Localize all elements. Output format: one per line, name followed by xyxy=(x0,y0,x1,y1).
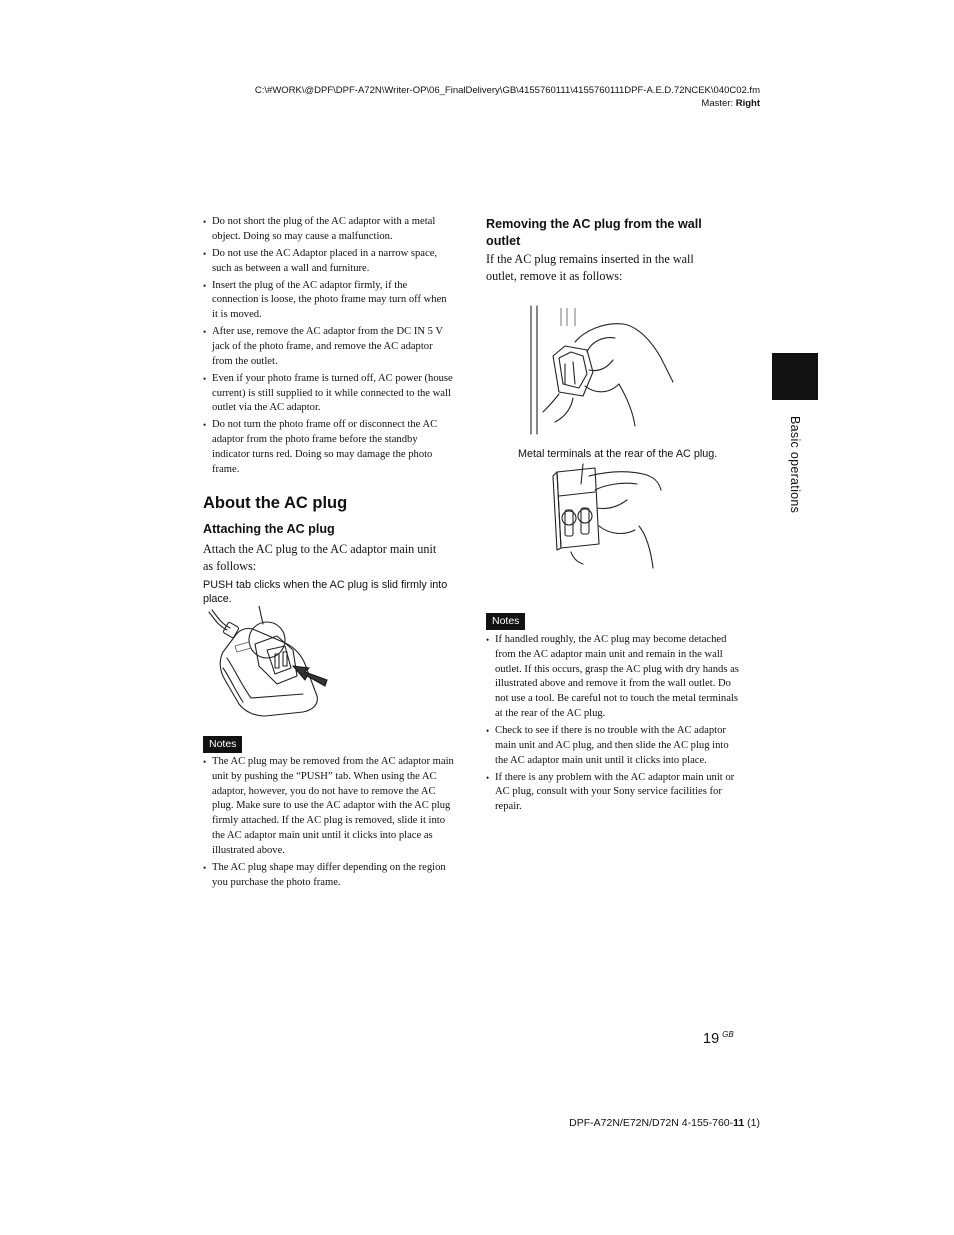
chapter-tab-marker xyxy=(772,353,818,400)
notes-badge-right xyxy=(486,611,525,630)
list-item: • The AC plug may be removed from the AC adaptor main unit by pushing the “PUSH” tab. When using the AC adaptor, however, you do not have to remove the AC plug. Make sure to use the AC adaptor with the AC plug firmly attached. If the AC plug is removed, slide it into the AC adaptor main unit until it clicks into place as illustrated above. xyxy=(203,755,455,859)
notes-badge-left xyxy=(203,734,242,753)
page-number-suffix: GB xyxy=(722,1030,734,1039)
master-label xyxy=(701,97,760,110)
list-item: • Even if your photo frame is turned off, AC power (house current) is still supplied to it while connected to the wall outlet via the AC adaptor. xyxy=(203,372,455,416)
wall-outlet-illustration xyxy=(525,302,680,438)
left-bullets-block xyxy=(203,215,455,480)
chapter-side-label: Basic operations xyxy=(788,416,802,514)
list-item: • Check to see if there is no trouble with the AC adaptor main unit and AC plug, and then slide the AC plug into the AC adaptor main unit until it clicks into place. xyxy=(486,724,740,768)
master-value: Right xyxy=(735,98,760,109)
attaching-intro: Attach the AC plug to the AC adaptor main unit as follows: xyxy=(203,542,437,573)
removing-intro: If the AC plug remains inserted in the wall outlet, remove it as follows: xyxy=(486,252,694,283)
notes-label: Notes xyxy=(486,613,525,630)
subsection-title-removing: Removing the AC plug from the wall outlet xyxy=(486,217,702,248)
ac-adaptor-illustration xyxy=(205,606,340,724)
notes-label: Notes xyxy=(203,736,242,753)
footer-model-text: DPF-A72N/E72N/D72N 4-155-760- xyxy=(569,1117,734,1129)
page-number xyxy=(703,1030,734,1047)
list-item: • Do not use the AC Adaptor placed in a narrow space, such as between a wall and furniture. xyxy=(203,247,455,277)
list-item: • If there is any problem with the AC adaptor main unit or AC plug, consult with your Sony service facilities for repair. xyxy=(486,771,740,815)
list-item: • If handled roughly, the AC plug may become detached from the AC adaptor main unit and remain in the wall outlet. If this occurs, grasp the AC plug with dry hands as illustrated above and remove it from the wall outlet. Do not use a tool. Be careful not to touch the metal terminals at the rear of the AC plug. xyxy=(486,633,740,722)
section-title: About the AC plug xyxy=(203,494,348,512)
left-notes-block xyxy=(203,755,455,893)
footer-rev: 11 xyxy=(733,1117,745,1129)
list-item: • The AC plug shape may differ depending on the region you purchase the photo frame. xyxy=(203,861,455,891)
list-item: • After use, remove the AC adaptor from the DC IN 5 V jack of the photo frame, and remove the AC adaptor from the outlet. xyxy=(203,325,455,369)
footer-suffix: (1) xyxy=(744,1117,760,1129)
list-item: • Insert the plug of the AC adaptor firmly, if the connection is loose, the photo frame may turn off when it is moved. xyxy=(203,279,455,323)
file-path: C:\#WORK\@DPF\DPF-A72N\Writer-OP\06_FinalDelivery\GB\4155760111\4155760111DPF-A.E.D.72NCEK\040C02.fm xyxy=(254,85,760,96)
attaching-caption: PUSH tab clicks when the AC plug is slid firmly into place. xyxy=(203,579,448,605)
removing-caption: Metal terminals at the rear of the AC plug. xyxy=(518,448,718,460)
list-item: • Do not short the plug of the AC adaptor with a metal object. Doing so may cause a malfunction. xyxy=(203,215,455,245)
list-item: • Do not turn the photo frame off or disconnect the AC adaptor from the photo frame before the standby indicator turns red. Doing so may damage the photo frame. xyxy=(203,418,455,477)
subsection-title-attaching: Attaching the AC plug xyxy=(203,522,335,536)
right-notes-block xyxy=(486,633,740,817)
footer-model xyxy=(569,1117,760,1129)
right-notes-list xyxy=(486,633,740,815)
page-number-value: 19 xyxy=(703,1030,720,1047)
metal-terminals-illustration xyxy=(543,462,663,572)
precautions-list xyxy=(203,215,455,477)
master-label-text: Master: xyxy=(701,98,736,109)
left-notes-list xyxy=(203,755,455,890)
